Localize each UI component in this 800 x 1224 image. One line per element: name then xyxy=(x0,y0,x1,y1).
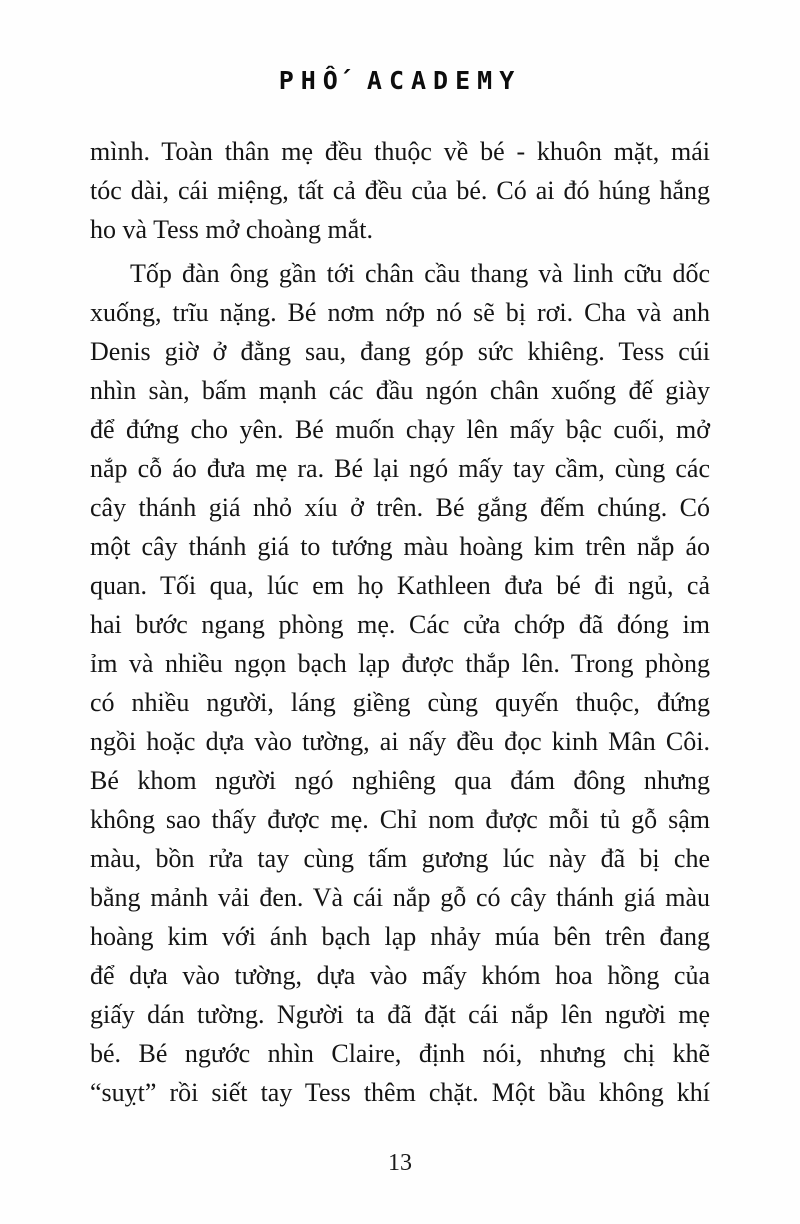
paragraph xyxy=(90,254,710,1112)
text-line: mình. Toàn thân mẹ đều thuộc về bé - khuôn mặt, mái xyxy=(90,137,710,166)
text-line: giấy dán tường. Người ta đã đặt cái nắp lên người mẹ xyxy=(90,1000,710,1029)
text-line: hoàng kim với ánh bạch lạp nhảy múa bên trên đang xyxy=(90,922,710,951)
text-line: Denis giờ ở đằng sau, đang góp sức khiêng. Tess cúi xyxy=(90,337,710,366)
text-line: để đứng cho yên. Bé muốn chạy lên mấy bậc cuối, mở xyxy=(90,415,710,444)
running-header: PHỐ ACADEMY xyxy=(278,66,522,95)
text-line: cây thánh giá nhỏ xíu ở trên. Bé gắng đếm chúng. Có xyxy=(90,493,710,522)
text-line: Tốp đàn ông gần tới chân cầu thang và linh cữu dốc xyxy=(130,259,710,288)
text-line: ngồi hoặc dựa vào tường, ai nấy đều đọc kinh Mân Côi. xyxy=(90,727,710,756)
text-line: quan. Tối qua, lúc em họ Kathleen đưa bé đi ngủ, cả xyxy=(90,571,710,600)
text-line: “suỵt” rồi siết tay Tess thêm chặt. Một bầu không khí xyxy=(90,1078,710,1107)
text-line: có nhiều người, láng giềng cùng quyến thuộc, đứng xyxy=(90,688,710,717)
text-line: màu, bồn rửa tay cùng tấm gương lúc này đã bị che xyxy=(90,844,710,873)
text-line: tóc dài, cái miệng, tất cả đều của bé. Có ai đó húng hắng xyxy=(90,176,710,205)
text-line: nhìn sàn, bấm mạnh các đầu ngón chân xuống đế giày xyxy=(90,376,710,405)
text-line: nắp cỗ áo đưa mẹ ra. Bé lại ngó mấy tay cầm, cùng các xyxy=(90,454,710,483)
text-line: ho và Tess mở choàng mắt. xyxy=(90,215,373,244)
text-line: Bé khom người ngó nghiêng qua đám đông nhưng xyxy=(90,766,710,795)
body-text xyxy=(90,132,710,1112)
text-line: ỉm và nhiều ngọn bạch lạp được thắp lên. Trong phòng xyxy=(90,649,710,678)
paragraph xyxy=(90,132,710,249)
text-line: một cây thánh giá to tướng màu hoàng kim trên nắp áo xyxy=(90,532,710,561)
text-line: không sao thấy được mẹ. Chỉ nom được mỗi tủ gỗ sậm xyxy=(90,805,710,834)
text-line: để dựa vào tường, dựa vào mấy khóm hoa hồng của xyxy=(90,961,710,990)
text-line: hai bước ngang phòng mẹ. Các cửa chớp đã đóng im xyxy=(90,610,710,639)
text-line: bằng mảnh vải đen. Và cái nắp gỗ có cây thánh giá màu xyxy=(90,883,710,912)
page-number: 13 xyxy=(388,1150,412,1176)
text-line: xuống, trĩu nặng. Bé nơm nớp nó sẽ bị rơi. Cha và anh xyxy=(90,298,710,327)
text-line: bé. Bé ngước nhìn Claire, định nói, nhưng chị khẽ xyxy=(90,1039,710,1068)
